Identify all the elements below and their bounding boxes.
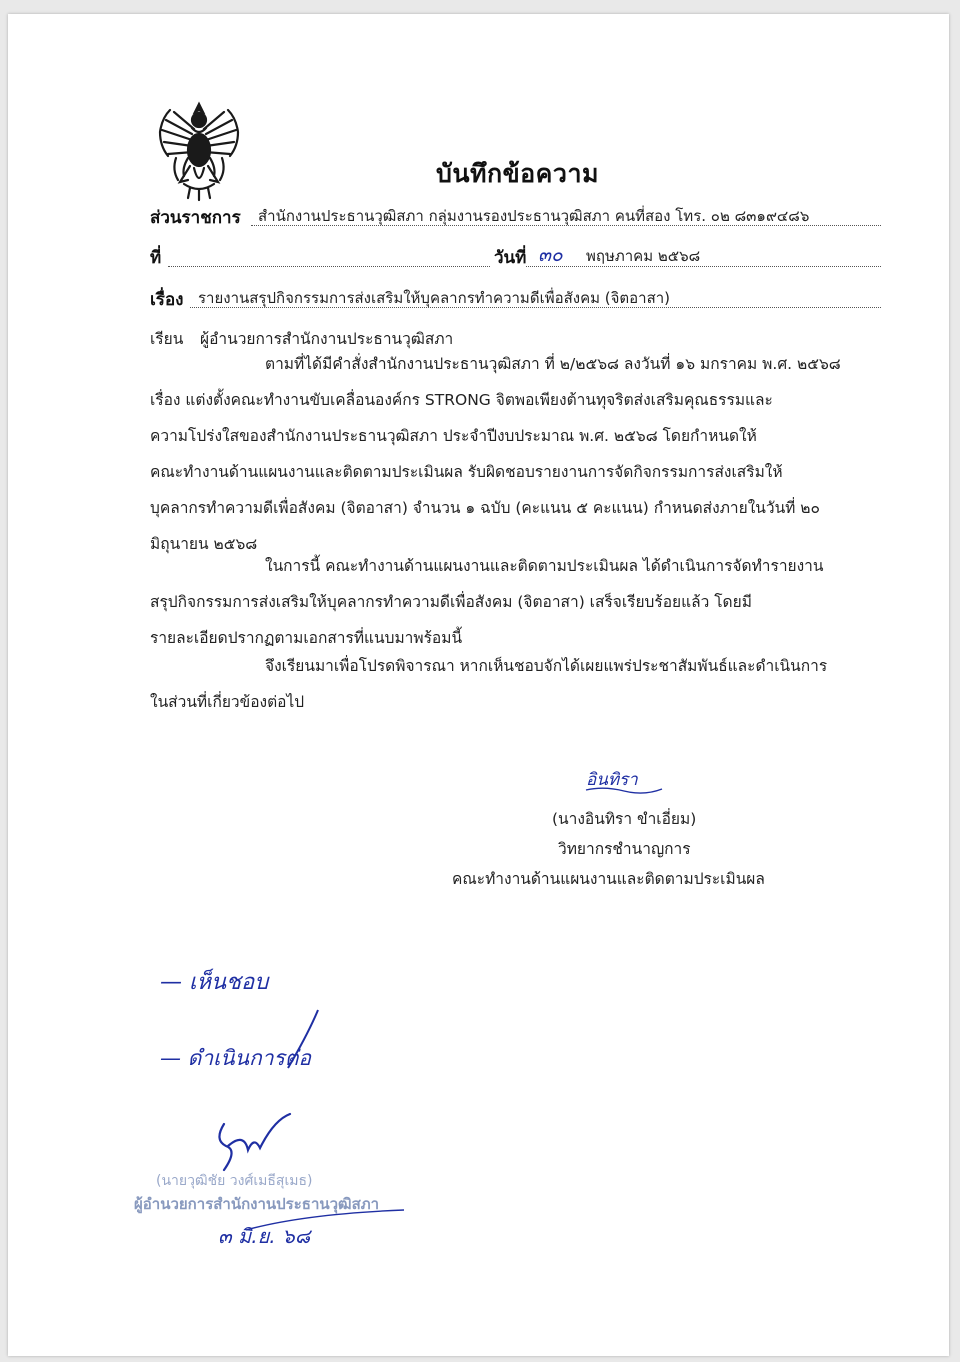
director-name: (นายวุฒิชัย วงศ์เมธีสุเมธ) bbox=[156, 1173, 313, 1189]
paragraph-line: จึงเรียนมาเพื่อโปรดพิจารณา หากเห็นชอบจักได้เผยแพร่ประชาสัมพันธ์และดำเนินการ bbox=[265, 657, 828, 675]
date-label: วันที่ bbox=[494, 248, 527, 268]
paragraph-3 bbox=[150, 648, 880, 720]
ref-dotted-line bbox=[168, 266, 490, 267]
paragraph-line: สรุปกิจกรรมการส่งเสริมให้บุคลากรทำความดีเพื่อสังคม (จิตอาสา) เสร็จเรียบร้อยแล้ว โดยมี bbox=[150, 593, 752, 611]
subject-label: เรื่อง bbox=[150, 290, 184, 310]
subject-dotted-line bbox=[190, 307, 881, 308]
subject-value: รายงานสรุปกิจกรรมการส่งเสริมให้บุคลากรทำความดีเพื่อสังคม (จิตอาสา) bbox=[198, 289, 671, 307]
paragraph-line: บุคลากรทำความดีเพื่อสังคม (จิตอาสา) จำนวน ๑ ฉบับ (คะแนน ๕ คะแนน) กำหนดส่งภายในวันที่ ๒๐ bbox=[150, 499, 820, 517]
date-day-handwritten: ๓๐ bbox=[538, 244, 563, 266]
to-label: เรียน bbox=[150, 330, 184, 348]
signer-committee: คณะทำงานด้านแผนงานและติดตามประเมินผล bbox=[452, 870, 765, 888]
paragraph-line: เรื่อง แต่งตั้งคณะทำงานขับเคลื่อนองค์กร STRONG จิตพอเพียงต้านทุจริตส่งเสริมคุณธรรมและ bbox=[150, 391, 773, 409]
date-month-year: พฤษภาคม ๒๕๖๘ bbox=[586, 247, 701, 265]
to-value: ผู้อำนวยการสำนักงานประธานวุฒิสภา bbox=[200, 330, 454, 348]
signer-position: วิทยากรชำนาญการ bbox=[558, 840, 691, 858]
paragraph-line: ในส่วนที่เกี่ยวข้องต่อไป bbox=[150, 693, 305, 711]
garuda-emblem-icon bbox=[154, 98, 244, 202]
paragraph-line: ตามที่ได้มีคำสั่งสำนักงานประธานวุฒิสภา ที่ ๒/๒๕๖๘ ลงวันที่ ๑๖ มกราคม พ.ศ. ๒๕๖๘ bbox=[265, 355, 841, 373]
department-value: สำนักงานประธานวุฒิสภา กลุ่มงานรองประธานวุฒิสภา คนที่สอง โทร. ๐๒ ๘๓๑๙๔๘๖ bbox=[258, 207, 810, 225]
approval-date-handwritten: ๓ มิ.ย. ๖๘ bbox=[218, 1224, 311, 1248]
paragraph-line: รายละเอียดปรากฏตามเอกสารที่แนบมาพร้อมนี้ bbox=[150, 629, 463, 647]
paragraph-2 bbox=[150, 548, 880, 656]
stamp-underline-icon bbox=[244, 1204, 414, 1234]
signer-name: (นางอินทิรา ขำเอี่ยม) bbox=[552, 810, 697, 828]
paragraph-line: มิถุนายน ๒๕๖๘ bbox=[150, 535, 258, 553]
department-label: ส่วนราชการ bbox=[150, 208, 241, 228]
memo-page bbox=[8, 14, 949, 1356]
paragraph-1 bbox=[150, 346, 880, 562]
approval-scribble-icon bbox=[158, 1004, 328, 1074]
approval-note-proceed: — ดำเนินการต่อ bbox=[160, 1046, 312, 1070]
paragraph-line: ในการนี้ คณะทำงานด้านแผนงานและติดตามประเมินผล ได้ดำเนินการจัดทำรายงาน bbox=[265, 557, 824, 575]
department-dotted-line bbox=[251, 225, 881, 226]
paragraph-line: คณะทำงานด้านแผนงานและติดตามประเมินผล รับผิดชอบรายงานการจัดกิจกรรมการส่งเสริมให้ bbox=[150, 463, 783, 481]
handwritten-signature: อินทิรา bbox=[586, 770, 638, 790]
date-dotted-line bbox=[526, 266, 881, 267]
director-position: ผู้อำนวยการสำนักงานประธานวุฒิสภา bbox=[134, 1195, 380, 1213]
signature-stroke-icon bbox=[584, 786, 664, 794]
ref-label: ที่ bbox=[150, 248, 162, 268]
paragraph-line: ความโปร่งใสของสำนักงานประธานวุฒิสภา ประจำปีงบประมาณ พ.ศ. ๒๕๖๘ โดยกำหนดให้ bbox=[150, 427, 757, 445]
approval-note-approve: — เห็นชอบ bbox=[160, 970, 269, 995]
page-title: บันทึกข้อความ bbox=[436, 159, 599, 188]
